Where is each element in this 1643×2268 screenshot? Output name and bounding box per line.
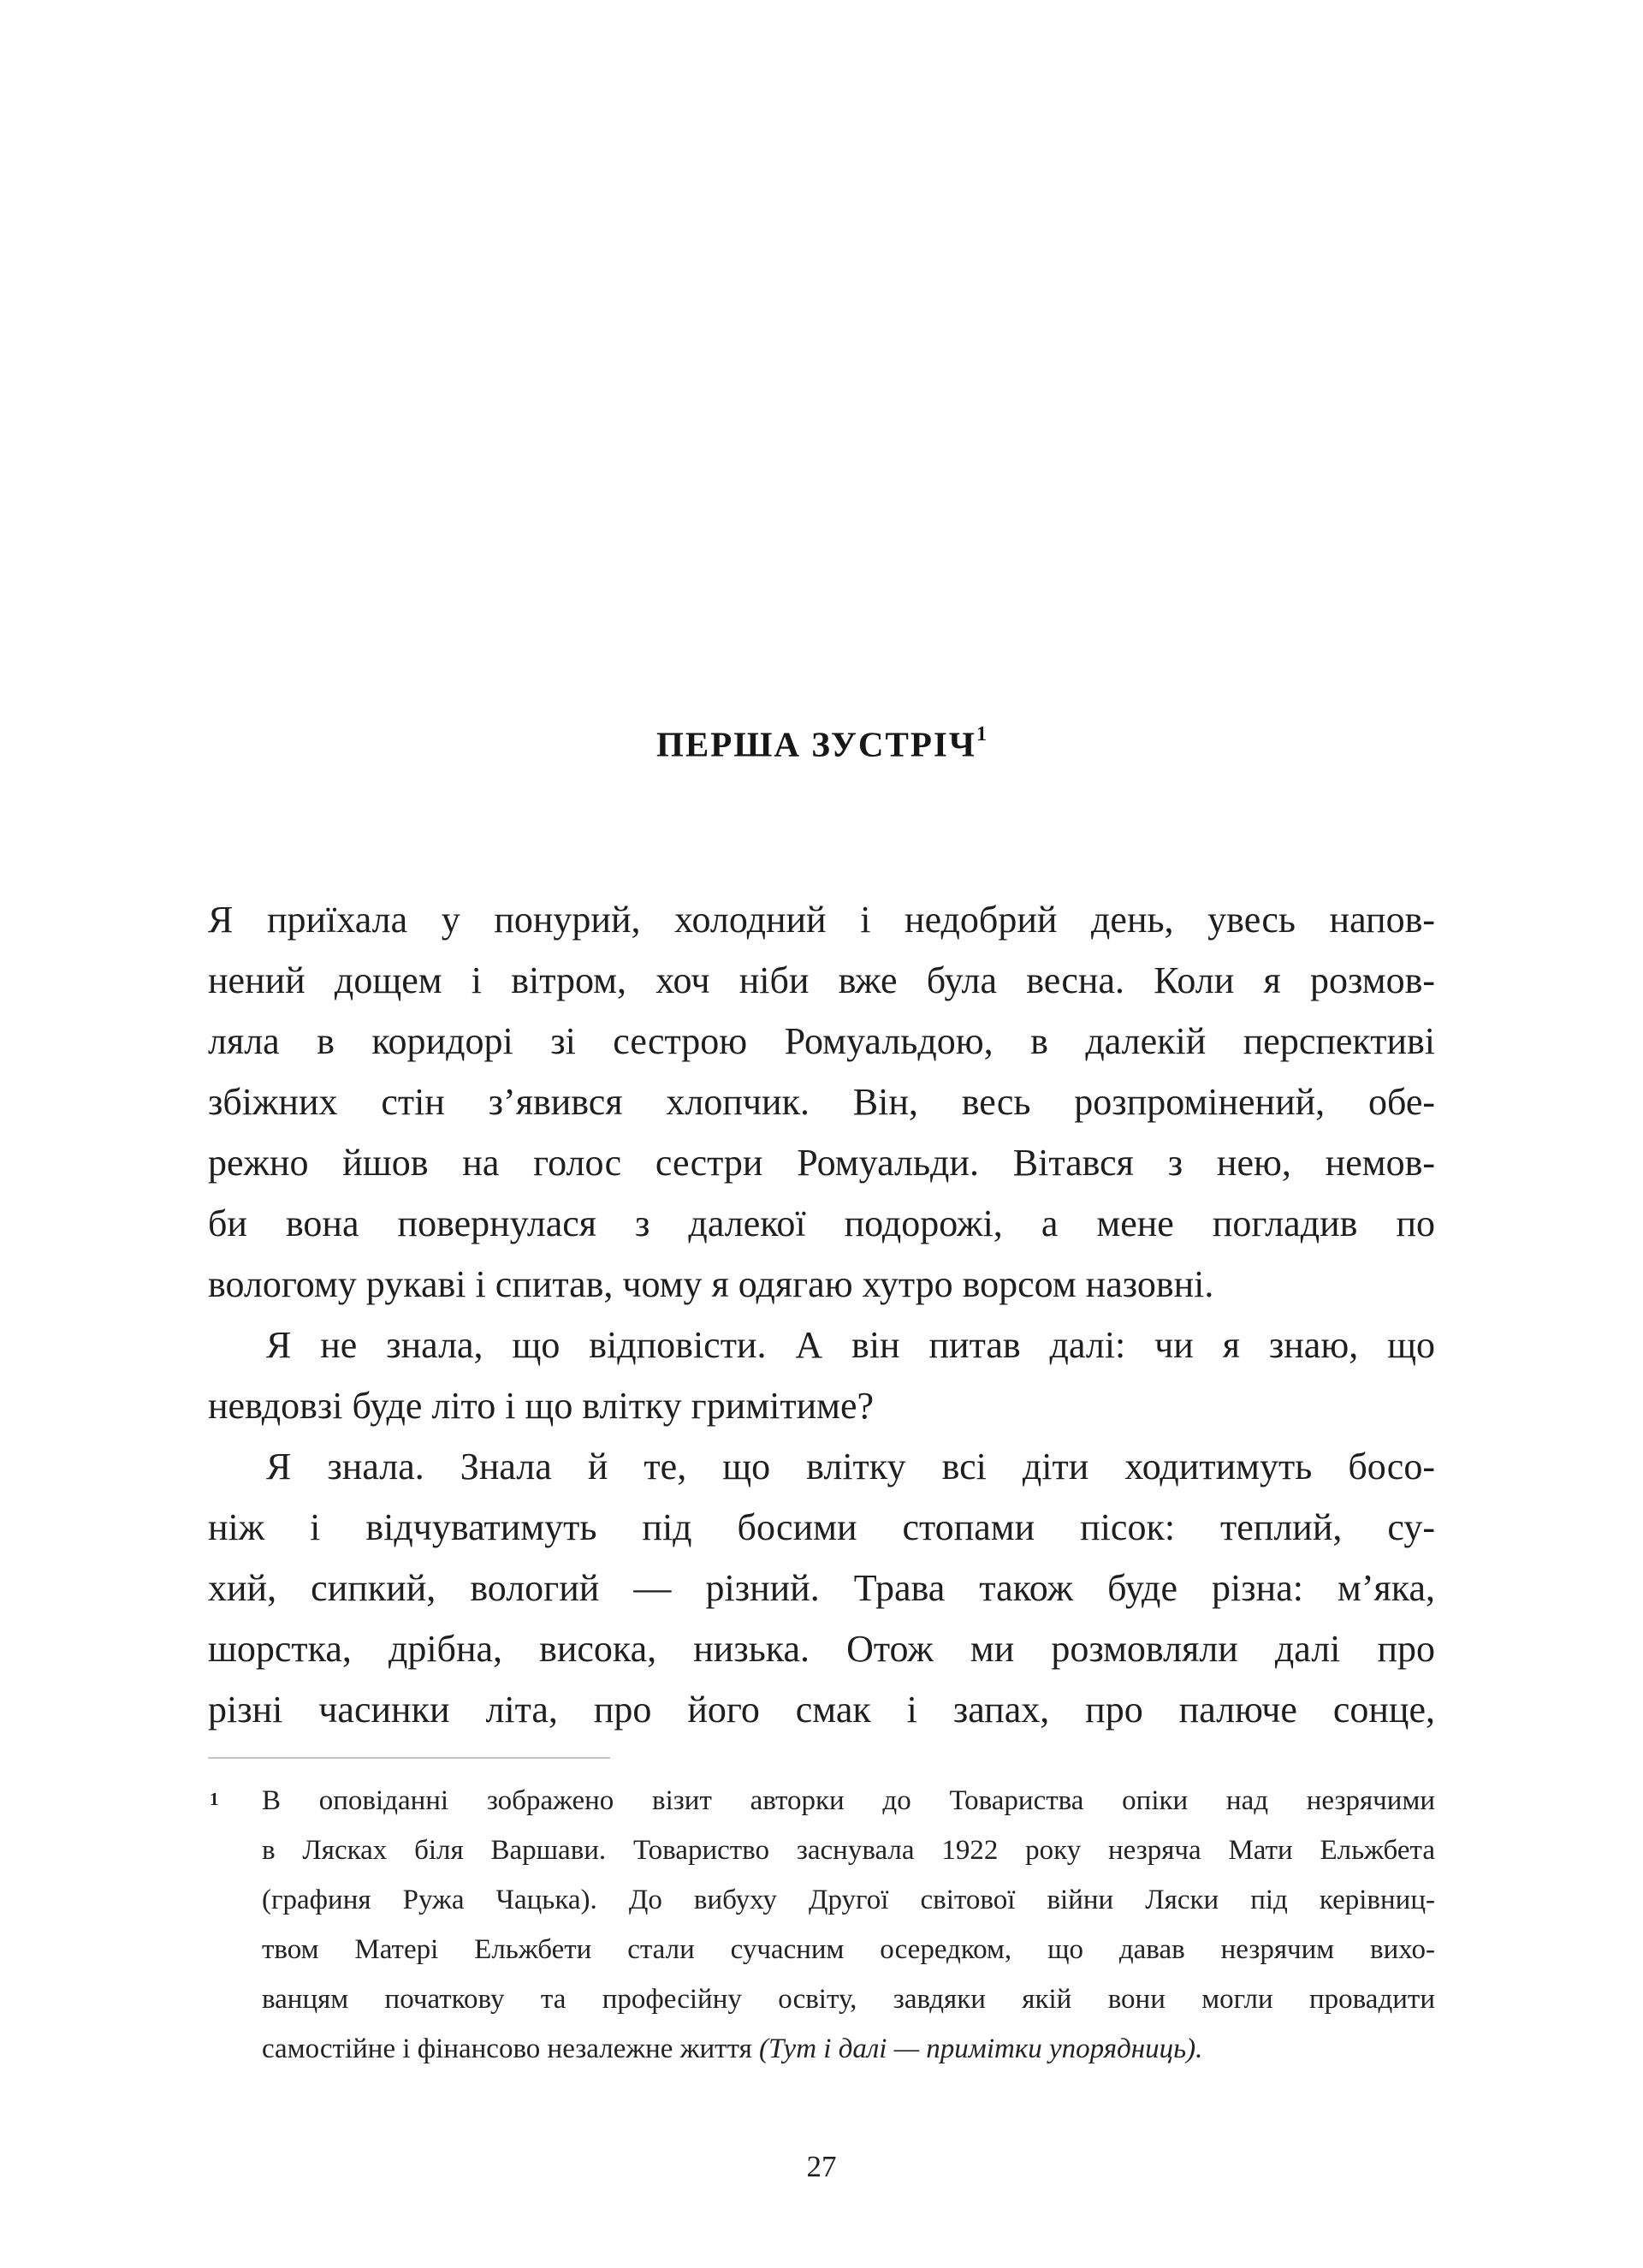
text-line: невдовзі буде літо і що влітку гримітиме? <box>208 1384 875 1427</box>
paragraph <box>208 1436 1435 1740</box>
footnote-text <box>262 1776 1435 2074</box>
footnote-line: (графиня Ружа Чацька). До вибуху Другої світової війни Ляски під керівниц- <box>262 1884 1435 1915</box>
page-number: 27 <box>806 2150 837 2183</box>
footnote-text-italic: (Тут і далі — примітки упорядниць). <box>759 2033 1203 2064</box>
footnote <box>208 1776 1435 2074</box>
text-line: Я знала. Знала й те, що влітку всі діти ходитимуть босо- <box>266 1445 1435 1487</box>
paragraph <box>208 1315 1435 1436</box>
text-line: хий, сипкий, вологий — різний. Трава також буде різна: м’яка, <box>208 1566 1435 1609</box>
footnote-line: твом Матері Ельжбети стали сучасним осередком, що давав незрячим вихо- <box>262 1933 1435 1965</box>
text-line: різні часинки літа, про його смак і запах, про палюче сонце, <box>208 1688 1435 1731</box>
footnote-line <box>262 2024 1435 2074</box>
footnote-line: В оповіданні зображено візит авторки до Товариства опіки над незрячими <box>262 1784 1435 1816</box>
chapter-title-text: ПЕРША ЗУСТРІЧ <box>656 724 976 764</box>
text-line: би вона повернулася з далекої подорожі, а мене погладив по <box>208 1202 1435 1244</box>
text-line: шорстка, дрібна, висока, низька. Отож ми розмовляли далі про <box>208 1627 1435 1670</box>
text-line: вологому рукаві і спитав, чому я одягаю хутро ворсом назовні. <box>208 1262 1214 1305</box>
footnote-line: в Лясках біля Варшави. Товариство заснувала 1922 року незряча Мати Ельжбета <box>262 1834 1435 1866</box>
chapter-title <box>208 717 1435 765</box>
body-text <box>208 889 1435 1740</box>
footnote-text-regular: самостійне і фінансово незалежне життя <box>262 2033 759 2064</box>
text-line: Я не знала, що відповісти. А він питав далі: чи я знаю, що <box>266 1323 1435 1366</box>
text-line: ляла в коридорі зі сестрою Ромуальдою, в далекій перспективі <box>208 1019 1435 1062</box>
text-line: Я приїхала у понурий, холодний і недобрий день, увесь напов- <box>208 898 1435 941</box>
page-content <box>208 0 1435 2074</box>
footnote-line: ванцям початкову та професійну освіту, завдяки якій вони могли провадити <box>262 1983 1435 2015</box>
paragraph <box>208 889 1435 1315</box>
footnote-separator <box>208 1757 610 1759</box>
text-line: нений дощем і вітром, хоч ніби вже була весна. Коли я розмов- <box>208 959 1435 1001</box>
footnote-marker: 1 <box>210 1788 219 1809</box>
text-line: режно йшов на голос сестри Ромуальди. Вітався з нею, немов- <box>208 1141 1435 1184</box>
text-line: ніж і відчуватимуть під босими стопами пісок: теплий, су- <box>208 1505 1435 1548</box>
text-line: збіжних стін з’явився хлопчик. Він, весь розпромінений, обе- <box>208 1080 1435 1123</box>
footnote-reference: 1 <box>976 723 987 745</box>
